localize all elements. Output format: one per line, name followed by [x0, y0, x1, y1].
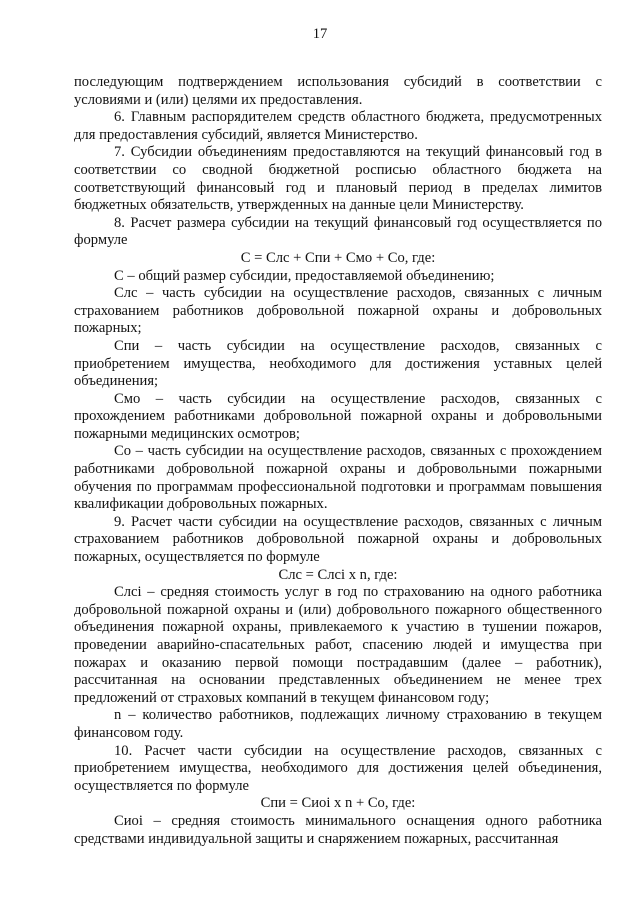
formula: Слс = Слсi x n, где:	[278, 566, 398, 583]
paragraph: 10. Расчет части субсидии на осуществление расходов, связанных с приобретением имущества, необходимого для достижения целей объединения, осуществляется по формуле	[74, 742, 602, 794]
paragraph: Со – часть субсидии на осуществление расходов, связанных с прохождением работниками добровольной пожарной охраны и добровольными пожарными обучения по программам профессиональной подготовки и программам повышения квалификации добровольных пожарных.	[74, 443, 602, 513]
paragraph: последующим подтверждением использования субсидий в соответствии с условиями и (или) целями их предоставления.	[74, 74, 602, 108]
paragraph: Слсi – средняя стоимость услуг в год по страхованию на одного работника добровольной пожарной охраны и (или) добровольного пожарного общественного объединения пожарной охраны, привлекаемого к участию в тушении пожаров, проведении аварийно-спасательных работ, спасению людей и имущества при пожарах и оказанию первой помощи пострадавшим (далее – работник), рассчитанная на основании представленных объединением не менее трех предложений от страховых компаний в текущем финансовом году;	[74, 584, 602, 706]
paragraph: Смо – часть субсидии на осуществление расходов, связанных с прохождением работниками добровольной пожарной охраны и добровольными пожарными медицинских осмотров;	[74, 390, 602, 442]
formula: Спи = Сиoi x n + Со, где:	[260, 795, 416, 812]
paragraph: Спи – часть субсидии на осуществление расходов, связанных с приобретением имущества, необходимого для достижения уставных целей объединения;	[74, 337, 602, 390]
paragraph: n – количество работников, подлежащих личному страхованию в текущем финансовом году.	[74, 707, 602, 741]
paragraph: 7. Субсидии объединениям предоставляются на текущий финансовый год в соответствии со сводной бюджетной росписью областного бюджета на соответствующий финансовый год и плановый период в пределах лимитов бюджетных обязательств, утвержденных на данные цели Министерству.	[74, 144, 602, 214]
paragraph: Слс – часть субсидии на осуществление расходов, связанных с личным страхованием работников добровольной пожарной охраны и добровольных пожарных;	[74, 285, 602, 337]
paragraph: 6. Главным распорядителем средств областного бюджета, предусмотренных для предоставления субсидий, является Министерство.	[74, 109, 602, 143]
paragraph: Сиoi – средняя стоимость минимального оснащения одного работника средствами индивидуальной защиты и снаряжением пожарных, рассчитанная	[74, 812, 602, 847]
paragraph: 9. Расчет части субсидии на осуществление расходов, связанных с личным страхованием работников добровольной пожарной охраны и добровольных пожарных, осуществляется по формуле	[74, 513, 602, 566]
page-number: 17	[312, 26, 328, 42]
paragraph: С – общий размер субсидии, предоставляемой объединению;	[114, 267, 495, 284]
formula: С = Слс + Спи + Смо + Со, где:	[240, 249, 436, 266]
paragraph: 8. Расчет размера субсидии на текущий финансовый год осуществляется по формуле	[74, 214, 602, 249]
document-body	[74, 74, 602, 848]
